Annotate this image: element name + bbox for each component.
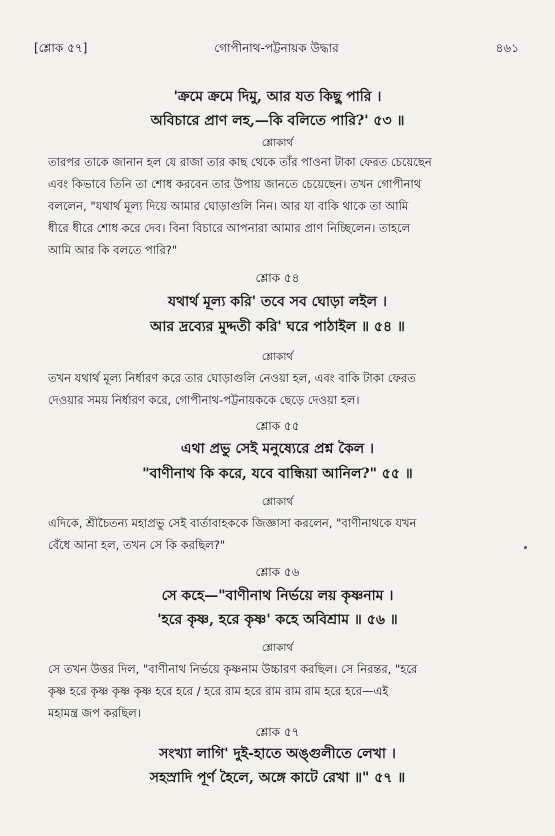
running-header	[34, 40, 519, 64]
verse-56-line-2: 'হরে কৃষ্ণ, হরে কৃষ্ণ' কহে অবিশ্রাম ॥ ৫৬ ॥	[157, 612, 398, 628]
translation-56	[48, 658, 515, 724]
header-chapter-title: গোপীনাথ-পট্টনায়ক উদ্ধার	[214, 41, 339, 55]
verse-55-line-1: এথা প্রভু সেই মনুষ্যেরে প্রশ্ন কৈল ।	[180, 441, 375, 457]
page-number: ৪৬১	[495, 41, 519, 55]
paragraph-line: বেঁধে আনা হল, তখন সে কি করছিল?"	[48, 538, 226, 552]
translation-54	[48, 367, 515, 411]
translation-53-label: শ্লোকার্থ	[261, 137, 294, 149]
paragraph-line: এবং কিভাবে তিনি তা শোধ করবেন তার উপায় জানতে চেয়েছেন। তখন গোপীনাথ	[48, 177, 422, 191]
verse-54-label: শ্লোক ৫৪	[255, 271, 300, 285]
verse-57-line-1: সংখ্যা লাগি' দুই-হাতে অঙ্গুলীতে লেখা ।	[159, 746, 396, 762]
translation-55-label: শ্লোকার্থ	[261, 496, 294, 508]
verse-57-line-2: সহস্রাদি পূর্ণ হৈলে, অঙ্গে কাটে রেখা ॥" ৫৭ ॥	[149, 770, 406, 786]
paragraph-line: মহামন্ত্র জপ করছিল।	[48, 706, 141, 720]
verse-56-line-1: সে কহে—"বাণীনাথ নির্ভয়ে লয় কৃষ্ণনাম ।	[161, 588, 394, 604]
translation-53	[48, 151, 515, 261]
paragraph-line: দেওয়ার সময় নির্ধারণ করে, গোপীনাথ-পট্টনায়ককে ছেড়ে দেওয়া হল।	[48, 393, 360, 407]
verse-53-line-1: 'ক্রমে ক্রমে দিমু, আর যত কিছু পারি ।	[173, 89, 382, 105]
print-speck	[524, 546, 527, 549]
verse-54-line-2: আর দ্রব্যের মুদ্দতী করি' ঘরে পাঠাইল ॥ ৫৪ ॥	[150, 319, 405, 335]
paragraph-line: তখন যথার্থ মূল্য নির্ধারণ করে তার ঘোড়াগুলি নেওয়া হল, এবং বাকি টাকা ফেরত	[48, 371, 416, 385]
verse-54-line-1: যথার্থ মূল্য করি' তবে সব ঘোড়া লইল ।	[168, 294, 387, 310]
paragraph-line: এদিকে, শ্রীচৈতন্য মহাপ্রভু সেই বার্তাবাহককে জিজ্ঞাসা করলেন, "বাণীনাথকে যখন	[48, 516, 417, 530]
translation-56-label: শ্লোকার্থ	[261, 642, 294, 654]
verse-57-label: শ্লোক ৫৭	[255, 725, 300, 739]
header-verse-ref: [শ্লোক ৫৭]	[34, 41, 88, 55]
verse-55-line-2: "বাণীনাথ কি করে, যবে বান্ধিয়া আনিল?" ৫৫ ॥	[142, 466, 413, 482]
paragraph-line: সে তখন উত্তর দিল, "বাণীনাথ নির্ভয়ে কৃষ্ণনাম উচ্চারণ করছিল। সে নিরন্তর, "হরে	[48, 662, 418, 676]
verse-56-label: শ্লোক ৫৬	[255, 565, 300, 579]
translation-55	[48, 512, 515, 556]
paragraph-line: বললেন, "যথার্থ মূল্য দিয়ে আমার ঘোড়াগুলি নিন। আর যা বাকি থাকে তা আমি	[48, 199, 409, 213]
verse-55-label: শ্লোক ৫৫	[255, 419, 300, 433]
paragraph-line: তারপর তাকে জানান হল যে রাজা তার কাছ থেকে তাঁর পাওনা টাকা ফেরত চেয়েছেন	[48, 155, 432, 169]
paragraph-line: আমি আর কি বলতে পারি?"	[48, 243, 178, 257]
paragraph-line: ধীরে ধীরে শোধ করে দেব। বিনা বিচারে আপনারা আমার প্রাণ নিচ্ছিলেন। তাহলে	[48, 221, 411, 235]
verse-53-line-2: অবিচারে প্রাণ লহ,—কি বলিতে পারি?' ৫৩ ॥	[150, 113, 405, 129]
paragraph-line: কৃষ্ণ হরে কৃষ্ণ কৃষ্ণ কৃষ্ণ হরে হরে / হরে রাম হরে রাম রাম রাম হরে হরে—এই	[48, 684, 389, 698]
translation-54-label: শ্লোকার্থ	[261, 351, 294, 363]
